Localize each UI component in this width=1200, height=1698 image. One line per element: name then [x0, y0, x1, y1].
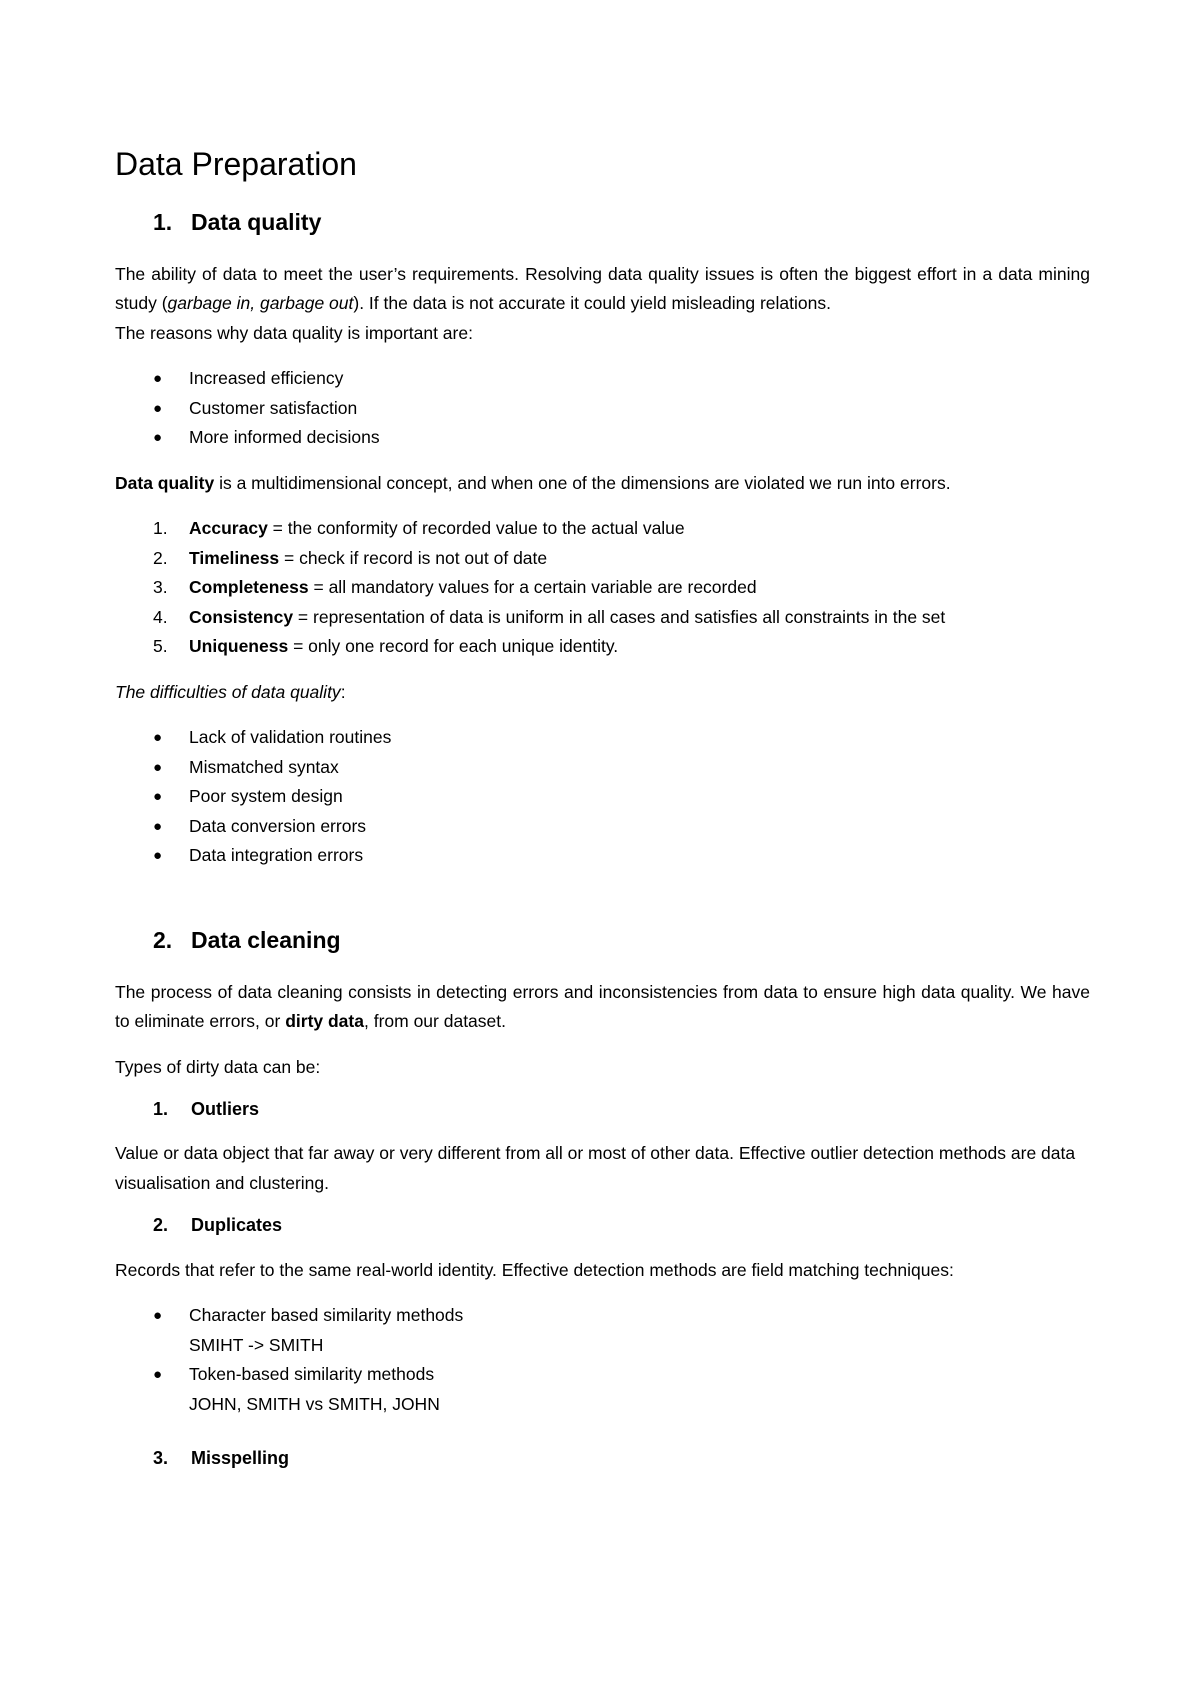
- method-example: SMIHT -> SMITH: [189, 1334, 324, 1355]
- bullet-icon: ●: [153, 729, 163, 747]
- list-item-text: Mismatched syntax: [189, 756, 339, 777]
- list-item: [115, 841, 1090, 871]
- text-run: , from our dataset.: [363, 1011, 506, 1032]
- method-example: JOHN, SMITH vs SMITH, JOHN: [189, 1393, 440, 1414]
- document-title: Data Preparation: [115, 146, 357, 182]
- list-item: [115, 632, 1090, 662]
- list-item-text: More informed decisions: [189, 427, 380, 448]
- subheading-misspelling: [115, 1447, 1090, 1470]
- text-run: is a multidimensional concept, and when one of the dimensions are violated we run into errors.: [214, 472, 951, 493]
- paragraph-data-cleaning: [115, 978, 1090, 1037]
- list-item: [115, 753, 1090, 783]
- bullet-icon: ●: [153, 1366, 163, 1384]
- list-item: [115, 782, 1090, 812]
- list-number: 4.: [153, 606, 168, 627]
- list-item: [115, 364, 1090, 394]
- page-body: [115, 145, 1090, 1489]
- bullet-icon: ●: [153, 399, 163, 417]
- section-title: Data quality: [191, 209, 322, 236]
- list-item: [115, 812, 1090, 842]
- bold-text: Data quality: [115, 472, 215, 493]
- list-number: 3.: [153, 577, 168, 598]
- paragraph-multidimensional: [115, 469, 1090, 499]
- bullet-icon: ●: [153, 758, 163, 776]
- list-number: 5.: [153, 636, 168, 657]
- list-item-text: Customer satisfaction: [189, 397, 358, 418]
- dimension-term: Consistency: [189, 606, 294, 627]
- list-item-text: Lack of validation routines: [189, 727, 392, 748]
- text-run: ). If the data is not accurate it could yield misleading relations.: [353, 293, 831, 314]
- dimension-desc: = check if record is not out of date: [279, 547, 548, 568]
- list-item: [115, 514, 1090, 544]
- subheading-outliers: [115, 1098, 1090, 1121]
- subsection-number: 2.: [153, 1215, 169, 1236]
- subsection-title: Outliers: [191, 1099, 260, 1120]
- bullet-icon: ●: [153, 788, 163, 806]
- dimension-term: Timeliness: [189, 547, 280, 568]
- list-item: [115, 1360, 1090, 1419]
- bullet-icon: ●: [153, 1307, 163, 1325]
- italic-text: The difficulties of data quality: [115, 681, 341, 702]
- dimensions-list: [115, 514, 1090, 662]
- text-run: :: [340, 681, 346, 702]
- list-item: [115, 394, 1090, 424]
- list-item: [115, 723, 1090, 753]
- method-name: Token-based similarity methods: [189, 1364, 435, 1385]
- italic-text: garbage in, garbage out: [167, 293, 354, 314]
- list-item-text: Increased efficiency: [189, 368, 344, 389]
- paragraph-duplicates: Records that refer to the same real-world identity. Effective detection methods are field matching techniques:: [115, 1259, 954, 1280]
- section-number: 2.: [153, 926, 173, 953]
- matching-methods-list: [115, 1301, 1090, 1419]
- paragraph-difficulties-intro: [115, 678, 1090, 708]
- subsection-number: 3.: [153, 1448, 169, 1469]
- list-item-text: Data integration errors: [189, 845, 364, 866]
- list-item: [115, 603, 1090, 633]
- dimension-desc: = representation of data is uniform in all cases and satisfies all constraints in the set: [293, 606, 946, 627]
- list-item: [115, 423, 1090, 453]
- list-item: [115, 573, 1090, 603]
- bullet-icon: ●: [153, 429, 163, 447]
- text-run: The process of data cleaning consists in detecting errors and inconsistencies from data to ensure high data quality. We have to eliminate errors, or: [115, 981, 1090, 1032]
- bullet-icon: ●: [153, 817, 163, 835]
- dimension-term: Completeness: [189, 577, 309, 598]
- bullet-icon: ●: [153, 847, 163, 865]
- dimension-term: Uniqueness: [189, 636, 289, 657]
- text-run: The ability of data to meet the user’s requirements. Resolving data quality issues is often the biggest effort in a data mining study (: [115, 263, 1090, 314]
- paragraph-types-intro: Types of dirty data can be:: [115, 1056, 321, 1077]
- list-number: 2.: [153, 547, 168, 568]
- dimension-term: Accuracy: [189, 518, 268, 539]
- dimension-desc: = only one record for each unique identity.: [288, 636, 619, 657]
- method-name: Character based similarity methods: [189, 1305, 464, 1326]
- list-item-text: Poor system design: [189, 786, 343, 807]
- paragraph-data-quality-definition: [115, 260, 1090, 319]
- section-title: Data cleaning: [191, 926, 341, 953]
- bullet-icon: ●: [153, 370, 163, 388]
- dimension-desc: = the conformity of recorded value to the actual value: [267, 518, 685, 539]
- subsection-title: Misspelling: [191, 1448, 290, 1469]
- paragraph-reasons-intro: The reasons why data quality is important are:: [115, 322, 473, 343]
- list-item: [115, 544, 1090, 574]
- paragraph-outliers: Value or data object that far away or very different from all or most of other data. Effective outlier detection methods are data visualisation and clustering.: [115, 1143, 1076, 1193]
- subsection-title: Duplicates: [191, 1215, 283, 1236]
- dimension-desc: = all mandatory values for a certain variable are recorded: [308, 577, 757, 598]
- bold-text: dirty data: [285, 1011, 364, 1032]
- subheading-duplicates: [115, 1214, 1090, 1237]
- section-heading-data-quality: [115, 209, 1090, 237]
- list-number: 1.: [153, 518, 168, 539]
- section-number: 1.: [153, 209, 173, 236]
- section-heading-data-cleaning: [115, 927, 1090, 955]
- difficulties-list: [115, 723, 1090, 871]
- list-item: [115, 1301, 1090, 1360]
- list-item-text: Data conversion errors: [189, 815, 367, 836]
- reasons-list: [115, 364, 1090, 453]
- subsection-number: 1.: [153, 1099, 169, 1120]
